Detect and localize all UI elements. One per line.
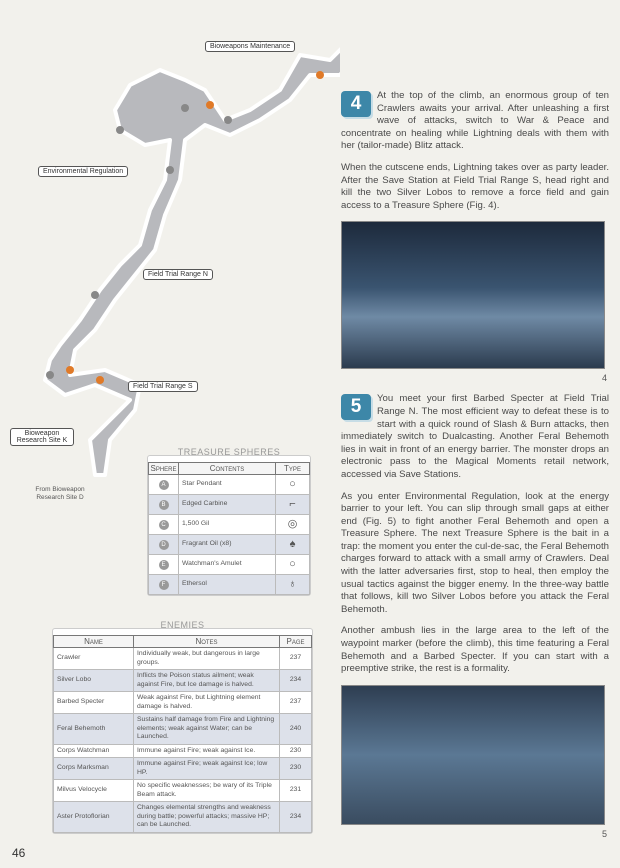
enemy-notes: Weak against Fire, but Lightning element damage is halved. xyxy=(134,692,280,714)
enemy-page: 230 xyxy=(280,744,312,758)
paragraph: When the cutscene ends, Lightning takes over as party leader. After the Save Station at Field Trial Range S, head right and kill the two Silver Lobos to remove a force field and gain access to a Treasure Sphere (Fig. 4). xyxy=(341,161,609,211)
enemy-notes: Immune against Fire; weak against Ice. xyxy=(134,744,280,758)
step-badge: 4 xyxy=(341,91,371,117)
contents-cell: Star Pendant xyxy=(179,475,276,495)
treasure-spheres-box xyxy=(147,447,311,596)
contents-cell: Edged Carbine xyxy=(179,495,276,515)
enemy-name: Silver Lobo xyxy=(54,670,134,692)
enemy-name: Aster Protoflorian xyxy=(54,802,134,833)
figure-screenshot xyxy=(341,221,605,369)
step-4 xyxy=(341,90,609,153)
map-label-from-site-d: From Bioweapon Research Site D xyxy=(35,486,85,501)
col-header: Contents xyxy=(179,463,276,475)
table-row xyxy=(149,535,310,555)
table-row xyxy=(54,648,312,670)
enemy-name: Corps Marksman xyxy=(54,758,134,780)
treasure-title: TREASURE SPHERES xyxy=(177,447,281,457)
enemies-box xyxy=(52,620,313,834)
contents-cell: 1,500 Gil xyxy=(179,515,276,535)
right-column xyxy=(341,90,609,840)
step-text: You meet your first Barbed Specter at Field Trial Range N. The most efficient way to defeat these is to start with a quick round of Slash & Burn attacks, then immediately switch to Dualcasting. Another Feral Behemoth lies in wait in front of an energy barrier. The monster drops an electronic pass to the Magical Moments retail network, accessed via Save Stations. xyxy=(341,393,609,480)
sphere-marker-icon: C xyxy=(159,520,169,530)
map-label-research-site-k: Bioweapon Research Site K xyxy=(10,428,74,446)
map-label-field-trial-range-s: Field Trial Range S xyxy=(128,381,198,392)
col-header: Name xyxy=(54,636,134,648)
col-header: Sphere xyxy=(150,464,177,473)
table-row xyxy=(54,714,312,745)
sphere-marker-icon: B xyxy=(159,500,169,510)
col-header: Type xyxy=(276,463,310,475)
table-row xyxy=(54,670,312,692)
sphere-marker-icon: F xyxy=(159,580,169,590)
table-row xyxy=(54,780,312,802)
col-header: Notes xyxy=(134,636,280,648)
paragraph: Another ambush lies in the large area to the left of the waypoint marker (before the climb), this time featuring a Feral Behemoth and a Barbed Specter. If you can start with a preemptive strike, the rest is a formality. xyxy=(341,625,609,675)
map-label-environmental-regulation: Environmental Regulation xyxy=(38,166,128,177)
gun-icon: ⌐ xyxy=(276,495,310,515)
contents-cell: Fragrant Oil (x8) xyxy=(179,535,276,555)
step-badge: 5 xyxy=(341,394,371,420)
enemy-page: 237 xyxy=(280,692,312,714)
map-label-field-trial-range-n: Field Trial Range N xyxy=(143,269,213,280)
enemy-page: 230 xyxy=(280,758,312,780)
enemy-page: 234 xyxy=(280,670,312,692)
enemy-name: Barbed Specter xyxy=(54,692,134,714)
enemy-notes: No specific weaknesses; be wary of its Triple Beam attack. xyxy=(134,780,280,802)
enemy-notes: Immune against Fire; weak against Ice; low HP. xyxy=(134,758,280,780)
map-label-bioweapons-maintenance: Bioweapons Maintenance xyxy=(205,41,295,52)
area-map xyxy=(0,0,340,500)
enemy-name: Feral Behemoth xyxy=(54,714,134,745)
ring-icon: ○ xyxy=(276,475,310,495)
table-row xyxy=(54,802,312,833)
table-row xyxy=(149,575,310,595)
table-row xyxy=(54,744,312,758)
table-row xyxy=(149,515,310,535)
enemy-notes: Individually weak, but dangerous in large groups. xyxy=(134,648,280,670)
enemy-name: Crawler xyxy=(54,648,134,670)
gil-icon: ◎ xyxy=(276,515,310,535)
table-row xyxy=(54,758,312,780)
page-number: 46 xyxy=(12,846,26,860)
potion-icon: ♁ xyxy=(276,575,310,595)
enemy-notes: Inflicts the Poison status ailment; weak against Fire, but Ice damage is halved. xyxy=(134,670,280,692)
figure-screenshot xyxy=(341,685,605,825)
ring-icon: ○ xyxy=(276,555,310,575)
paragraph: As you enter Environmental Regulation, look at the energy barrier to your left. You can slip through small gaps at either end (Fig. 5) to fight another Feral Behemoth and open a Treasure Sphere. The next Treasure Sphere is the bait in a trap: the moment you enter the cul-de-sac, the Feral Behemoth charges forward to attack with a small army of Crawlers. Deal with the latter adversaries first, stop to heal, then employ the usual tactics against the bigger enemy. In the three-way battle that follows, kill two Silver Lobos before you attack the Feral Behemoth. xyxy=(341,490,609,615)
enemy-page: 234 xyxy=(280,802,312,833)
table-row xyxy=(54,692,312,714)
item-icon: ♠ xyxy=(276,535,310,555)
enemy-page: 240 xyxy=(280,714,312,745)
contents-cell: Ethersol xyxy=(179,575,276,595)
enemies-table xyxy=(53,635,312,833)
enemy-name: Milvus Velocycle xyxy=(54,780,134,802)
figure-caption: 5 xyxy=(601,828,607,839)
step-5 xyxy=(341,393,609,481)
sphere-marker-icon: E xyxy=(159,560,169,570)
enemy-page: 237 xyxy=(280,648,312,670)
enemies-title: ENEMIES xyxy=(160,620,205,630)
figure-caption: 4 xyxy=(601,373,607,384)
enemy-name: Corps Watchman xyxy=(54,744,134,758)
table-row xyxy=(149,495,310,515)
enemy-notes: Sustains half damage from Fire and Lightning elements; weak against Water; can be Launched. xyxy=(134,714,280,745)
treasure-table xyxy=(148,462,310,595)
table-row xyxy=(149,475,310,495)
enemy-notes: Changes elemental strengths and weakness during battle; powerful attacks; massive HP; can be Launched. xyxy=(134,802,280,833)
step-text: At the top of the climb, an enormous group of ten Crawlers awaits your arrival. After unleashing a first wave of attacks, switch to War & Peace and concentrate on healing while Lightning deals with them with her (tailor-made) Blitz attack. xyxy=(341,90,609,152)
contents-cell: Watchman's Amulet xyxy=(179,555,276,575)
table-row xyxy=(149,555,310,575)
enemy-page: 231 xyxy=(280,780,312,802)
col-header: Page xyxy=(280,636,312,648)
sphere-marker-icon: D xyxy=(159,540,169,550)
sphere-marker-icon: A xyxy=(159,480,169,490)
